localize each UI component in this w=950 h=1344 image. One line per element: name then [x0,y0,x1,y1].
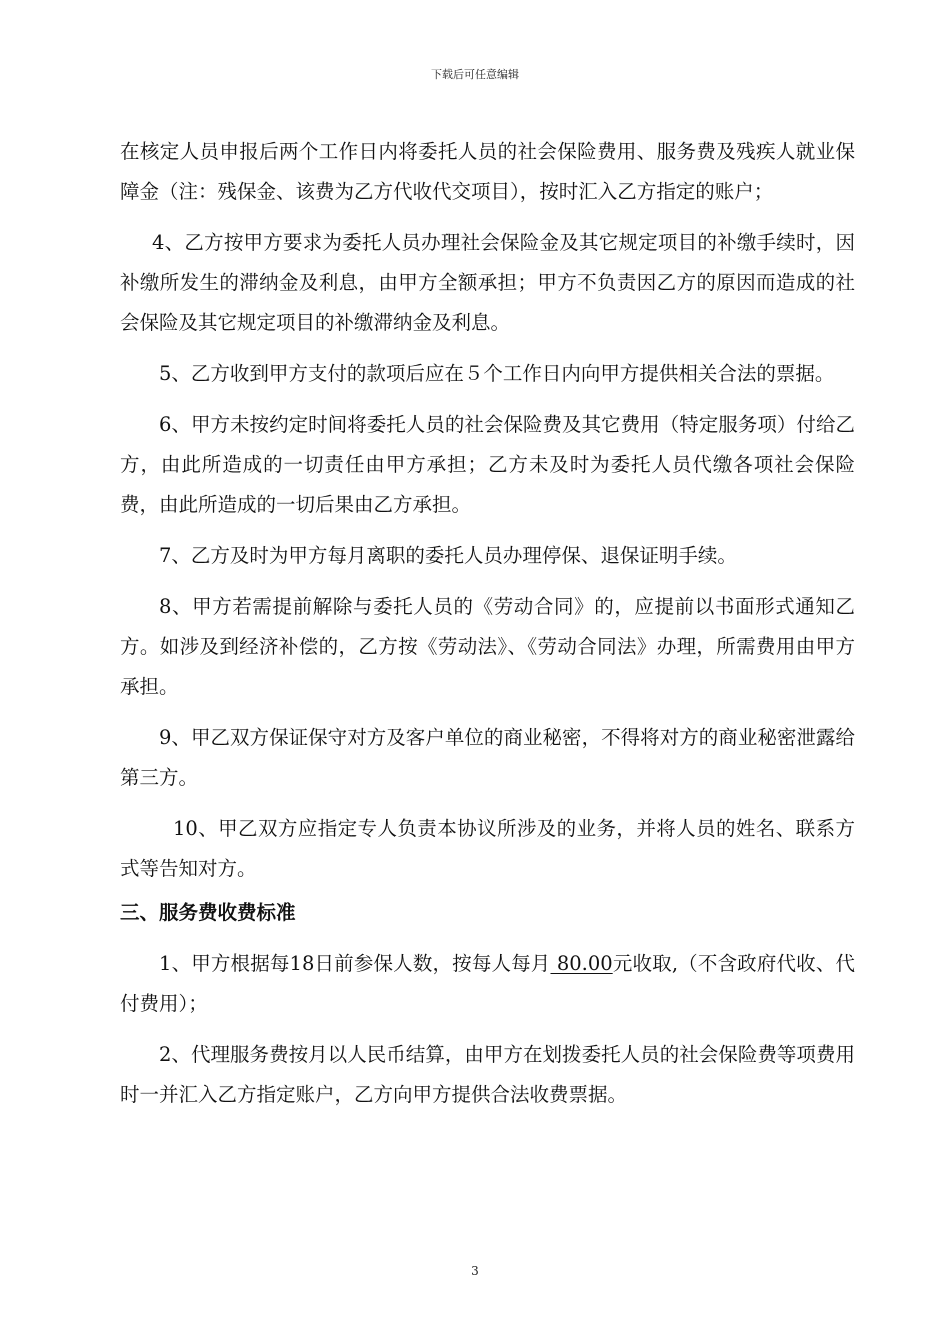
fee-amount: 80.00 [550,952,613,975]
clause-8: 8、甲方若需提前解除与委托人员的《劳动合同》的，应提前以书面形式通知乙方。如涉及到经济补偿的，乙方按《劳动法》、《劳动合同法》办理，所需费用由甲方承担。 [120,595,855,698]
fee-clause-2: 2、代理服务费按月以人民币结算，由甲方在划拨委托人员的社会保险费等项费用时一并汇入乙方指定账户，乙方向甲方提供合法收费票据。 [120,1043,855,1106]
fee-clause-1-text: 1、甲方根据每18日前参保人数，按每人每月 [159,952,551,975]
clause-5: 5、乙方收到甲方支付的款项后应在５个工作日内向甲方提供相关合法的票据。 [159,362,835,385]
clause-10: 10、甲乙双方应指定专人负责本协议所涉及的业务，并将人员的姓名、联系方式等告知对方。 [120,817,855,880]
clause-9: 9、甲乙双方保证保守对方及客户单位的商业秘密，不得将对方的商业秘密泄露给第三方。 [120,726,855,789]
paragraph-continuation: 在核定人员申报后两个工作日内将委托人员的社会保险费用、服务费及残疾人就业保障金（注：残保金、该费为乙方代收代交项目），按时汇入乙方指定的账户； [120,140,855,203]
document-body [120,132,855,1115]
clause-6: 6、甲方未按约定时间将委托人员的社会保险费及其它费用（特定服务项）付给乙方，由此所造成的一切责任由甲方承担；乙方未及时为委托人员代缴各项社会保险费，由此所造成的一切后果由乙方承担。 [120,413,855,516]
clause-7: 7、乙方及时为甲方每月离职的委托人员办理停保、退保证明手续。 [159,544,737,567]
fee-clause-1-tail: 元收取,（不含政府代收、代付费用）； [120,952,855,1015]
clause-4: 4、乙方按甲方要求为委托人员办理社会保险金及其它规定项目的补缴手续时，因补缴所发生的滞纳金及利息，由甲方全额承担；甲方不负责因乙方的原因而造成的社会保险及其它规定项目的补缴滞纳金及利息。 [120,231,855,334]
fee-clause-1 [120,944,855,1024]
section-heading-fees: 三、服务费收费标准 [120,901,296,924]
page-header-note: 下载后可任意编辑 [431,68,519,81]
page-number: 3 [471,1264,479,1278]
